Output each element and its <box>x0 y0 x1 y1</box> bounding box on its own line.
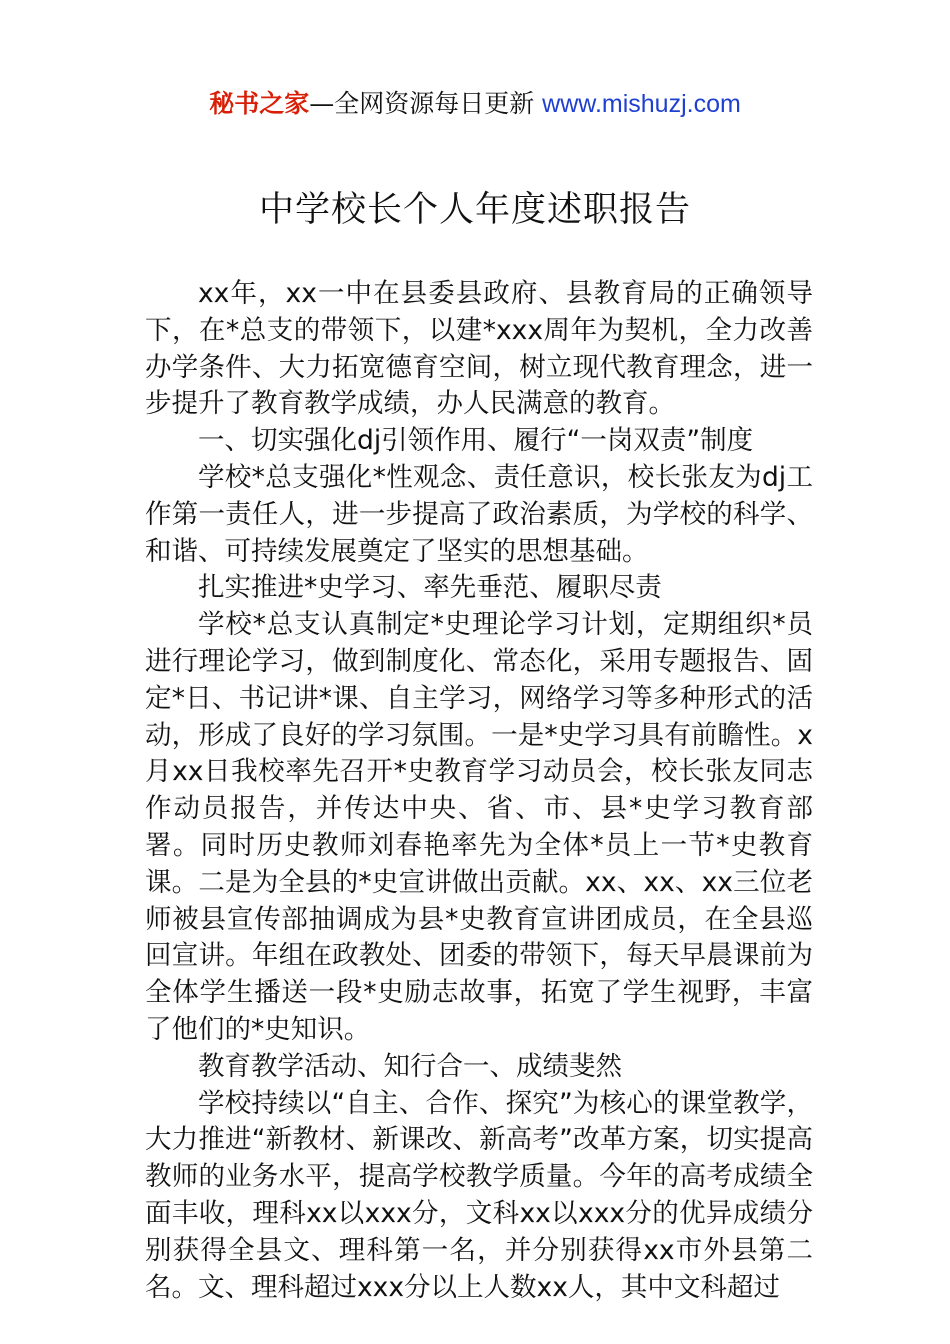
site-url-link[interactable]: www.mishuzj.com <box>542 90 741 118</box>
section-heading-2: 扎实推进*史学习、率先垂范、履职尽责 <box>198 572 662 604</box>
site-header <box>0 86 950 122</box>
site-brand: 秘书之家 <box>209 89 310 118</box>
section-heading-3: 教育教学活动、知行合一、成绩斐然 <box>198 1050 622 1082</box>
document-body <box>145 276 813 1306</box>
paragraph-3: 学校持续以“自主、合作、探究”为核心的课堂教学，大力推进“新教材、新课改、新高考”改革方案，切实提高教师的业务水平，提高学校教学质量。今年的高考成绩全面丰收，理科xx以xxx分，文科xx以xxx分的优异成绩分别获得全县文、理科第一名，并分别获得xx市外县第二名。文、理科超过xxx分以上人数xx人，其中文科超过 <box>145 1087 813 1303</box>
site-tagline: —全网资源每日更新 <box>309 89 543 118</box>
paragraph-intro: xx年，xx一中在县委县政府、县教育局的正确领导下，在*总支的带领下，以建*xxx周年为契机，全力改善办学条件、大力拓宽德育空间，树立现代教育理念，进一步提升了教育教学成绩，办人民满意的教育。 <box>145 278 813 420</box>
section-heading-1: 一、切实强化dj引领作用、履行“一岗双责”制度 <box>198 425 754 457</box>
paragraph-1: 学校*总支强化*性观念、责任意识，校长张友为dj工作第一责任人，进一步提高了政治素质，为学校的科学、和谐、可持续发展奠定了坚实的思想基础。 <box>145 461 813 567</box>
paragraph-2: 学校*总支认真制定*史理论学习计划，定期组织*员进行理论学习，做到制度化、常态化，采用专题报告、固定*日、书记讲*课、自主学习，网络学习等多种形式的活动，形成了良好的学习氛围。一是*史学习具有前瞻性。x月xx日我校率先召开*史教育学习动员会，校长张友同志作动员报告，并传达中央、省、市、县*史学习教育部署。同时历史教师刘春艳率先为全体*员上一节*史教育课。二是为全县的*史宣讲做出贡献。xx、xx、xx三位老师被县宣传部抽调成为县*史教育宣讲团成员，在全县巡回宣讲。年组在政教处、团委的带领下，每天早晨课前为全体学生播送一段*史励志故事，拓宽了学生视野，丰富了他们的*史知识。 <box>145 609 813 1045</box>
document-title: 中学校长个人年度述职报告 <box>258 190 691 230</box>
